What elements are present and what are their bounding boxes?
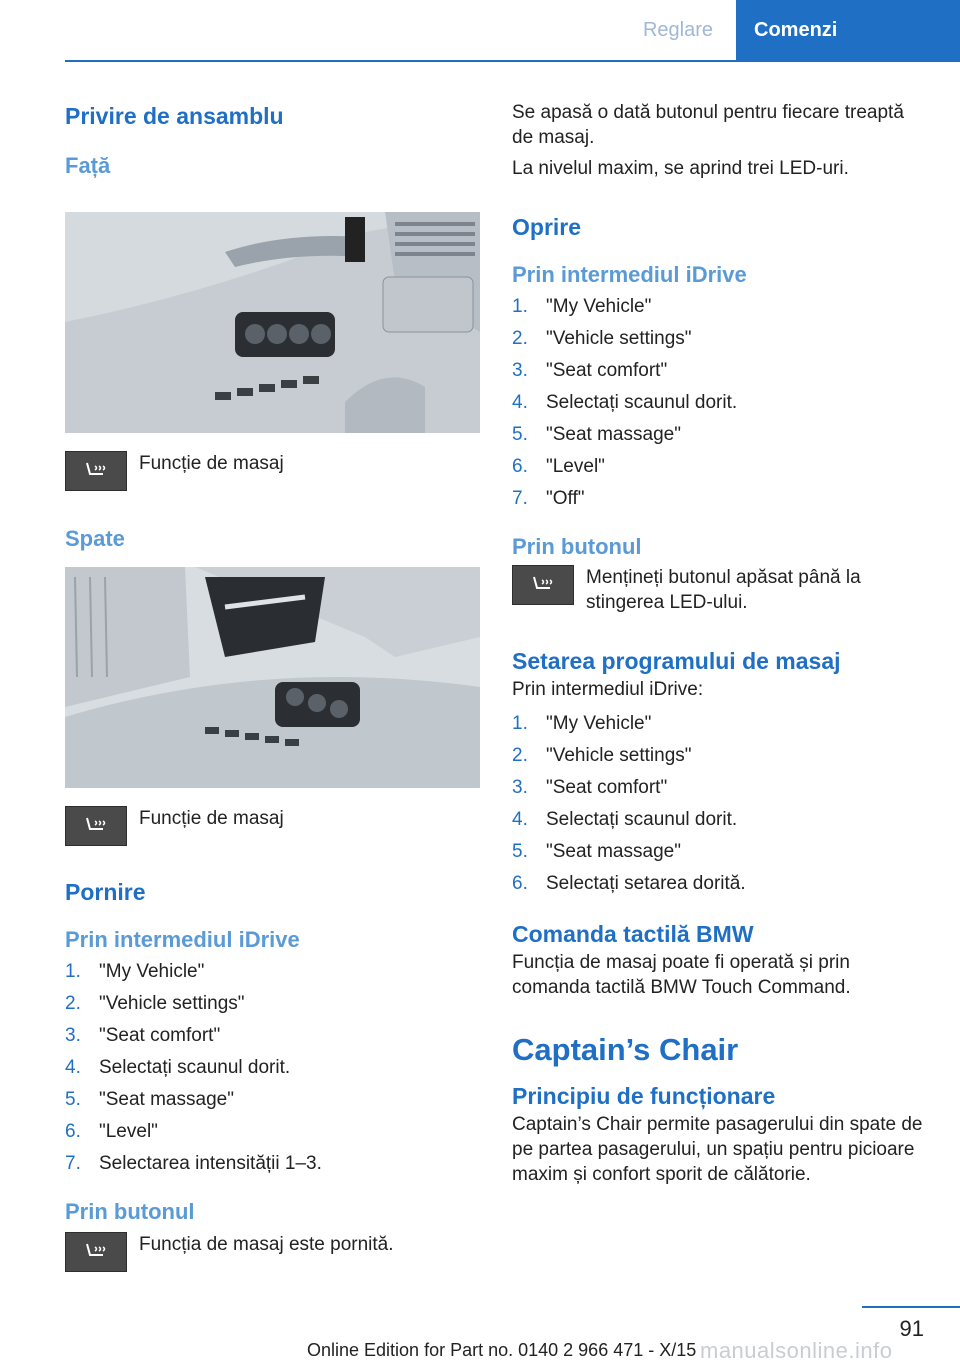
list-item: 3. "Seat comfort"	[512, 360, 668, 381]
intro-text-1: Se apasă o dată butonul pentru fiecare treaptă de masaj.	[512, 102, 904, 148]
rear-massage-row	[65, 806, 480, 846]
list-item: 4. Selectați scaunul dorit.	[512, 392, 738, 413]
list-item: 5. "Seat massage"	[65, 1089, 234, 1110]
watermark: manualsonline.info	[700, 1338, 893, 1363]
heading-start-idrive: Prin intermediul iDrive	[65, 927, 300, 952]
list-item: 2. "Vehicle settings"	[512, 745, 692, 766]
touch-command-text: Funcția de masaj poate fi operată și prin comanda tactilă BMW Touch Command.	[512, 952, 851, 998]
tab-comenzi[interactable]: Comenzi	[736, 0, 960, 60]
heading-touch-command: Comanda tactilă BMW	[512, 921, 754, 947]
list-item: 7. "Off"	[512, 488, 585, 509]
massage-seat-icon	[512, 565, 574, 605]
principle-text: Captain’s Chair permite pasagerului din spate de pe partea pasagerului, un spațiu pentru picioare maxim și confort sporit de călătorie.	[512, 1114, 923, 1185]
heading-front: Față	[65, 153, 111, 178]
list-item: 1. "My Vehicle"	[65, 961, 205, 982]
list-item: 7. Selectarea intensității 1–3.	[65, 1153, 322, 1174]
list-item: 3. "Seat comfort"	[65, 1025, 221, 1046]
intro-text-2: La nivelul maxim, se aprind trei LED-uri.	[512, 158, 849, 179]
header-divider	[65, 60, 960, 62]
list-item: 3. "Seat comfort"	[512, 777, 668, 798]
list-item: 1. "My Vehicle"	[512, 713, 652, 734]
stop-button-caption: Mențineți butonul apăsat până la stingerea LED-ului.	[586, 567, 861, 613]
left-column	[65, 100, 480, 1272]
rear-door-illustration	[65, 567, 480, 788]
heading-stop: Oprire	[512, 214, 582, 240]
stop-button-row	[512, 565, 927, 615]
program-steps-list	[512, 708, 927, 900]
heading-stop-button: Prin butonul	[512, 534, 642, 559]
massage-seat-icon	[65, 1232, 127, 1272]
tab-reglare[interactable]: Reglare	[642, 18, 714, 41]
rear-massage-caption: Funcție de masaj	[139, 808, 284, 829]
list-item: 2. "Vehicle settings"	[65, 993, 245, 1014]
list-item: 4. Selectați scaunul dorit.	[512, 809, 738, 830]
heading-program: Setarea programului de masaj	[512, 648, 841, 674]
start-steps-list	[65, 956, 480, 1180]
heading-stop-idrive: Prin intermediul iDrive	[512, 262, 747, 287]
page-header	[0, 0, 960, 62]
stop-steps-list	[512, 291, 927, 515]
list-item: 5. "Seat massage"	[512, 424, 681, 445]
front-massage-row	[65, 451, 480, 491]
front-door-photo	[65, 212, 480, 433]
front-door-illustration	[65, 212, 480, 433]
list-item: 5. "Seat massage"	[512, 841, 681, 862]
right-column	[512, 100, 927, 1187]
list-item: 6. Selectați setarea dorită.	[512, 873, 746, 894]
list-item: 1. "My Vehicle"	[512, 296, 652, 317]
front-massage-caption: Funcție de masaj	[139, 453, 284, 474]
start-button-caption: Funcția de masaj este pornită.	[139, 1234, 394, 1255]
heading-start-button: Prin butonul	[65, 1199, 195, 1224]
heading-rear: Spate	[65, 526, 125, 551]
heading-start: Pornire	[65, 879, 146, 905]
list-item: 6. "Level"	[512, 456, 605, 477]
list-item: 6. "Level"	[65, 1121, 158, 1142]
massage-seat-icon	[65, 451, 127, 491]
heading-principle: Principiu de funcționare	[512, 1083, 776, 1109]
start-button-row	[65, 1232, 480, 1272]
page-number: 91	[899, 1316, 924, 1341]
rear-door-photo	[65, 567, 480, 788]
list-item: 4. Selectați scaunul dorit.	[65, 1057, 291, 1078]
online-edition-text: Online Edition for Part no. 0140 2 966 471 - X/15	[307, 1340, 697, 1360]
footer-divider	[862, 1306, 960, 1308]
heading-captains-chair: Captain’s Chair	[512, 1032, 739, 1067]
massage-seat-icon	[65, 806, 127, 846]
section-title-overview: Privire de ansamblu	[65, 103, 284, 129]
list-item: 2. "Vehicle settings"	[512, 328, 692, 349]
program-intro: Prin intermediul iDrive:	[512, 679, 704, 700]
